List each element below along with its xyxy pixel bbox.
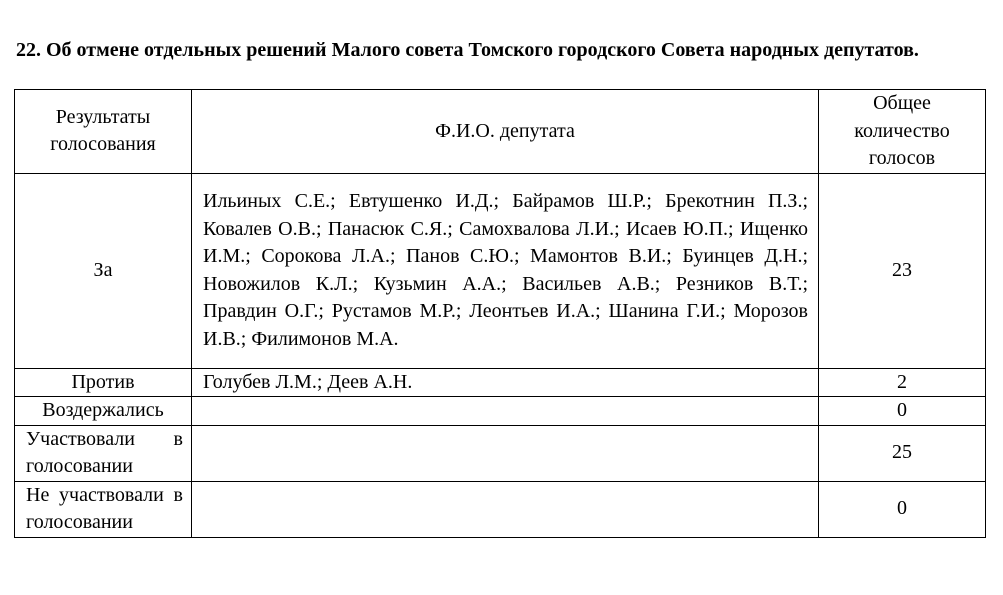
row-names-against: Голубев Л.М.; Деев А.Н. xyxy=(192,368,819,397)
row-count-for: 23 xyxy=(819,173,986,368)
table-row xyxy=(15,425,986,481)
voting-results-table xyxy=(14,89,986,538)
row-label-not-participated: Не участвовали в голосовании xyxy=(15,481,192,537)
row-label-against: Против xyxy=(15,368,192,397)
row-names-not-participated xyxy=(192,481,819,537)
row-label-participated: Участвовали в голосовании xyxy=(15,425,192,481)
row-label-for: За xyxy=(15,173,192,368)
row-count-abstained: 0 xyxy=(819,397,986,426)
resolution-title: Об отмене отдельных решений Малого совета Томского городского Совета народных депутатов. xyxy=(46,39,919,61)
resolution-number: 22. xyxy=(16,39,41,61)
table-row xyxy=(15,397,986,426)
row-names-participated xyxy=(192,425,819,481)
table-row xyxy=(15,481,986,537)
table-row xyxy=(15,368,986,397)
header-total: Общее количество голосов xyxy=(819,90,986,174)
row-names-for: Ильиных С.Е.; Евтушенко И.Д.; Байрамов Ш.Р.; Брекотнин П.З.; Ковалев О.В.; Панасюк С.Я.; Самохвалова Л.И.; Исаев Ю.П.; Ищенко И.М.; Сорокова Л.А.; Панов С.Ю.; Мамонтов В.И.; Буинцев Д.Н.; Новожилов К.Л.; Кузьмин А.А.; Васильев А.В.; Резников В.Т.; Правдин О.Г.; Рустамов М.Р.; Леонтьев И.А.; Шанина Г.И.; Морозов И.В.; Филимонов М.А. xyxy=(192,173,819,368)
row-names-abstained xyxy=(192,397,819,426)
row-label-abstained: Воздержались xyxy=(15,397,192,426)
table-header-row xyxy=(15,90,986,174)
header-name: Ф.И.О. депутата xyxy=(192,90,819,174)
header-result: Результаты голосования xyxy=(15,90,192,174)
row-count-not-participated: 0 xyxy=(819,481,986,537)
row-count-participated: 25 xyxy=(819,425,986,481)
table-row xyxy=(15,173,986,368)
resolution-heading xyxy=(16,37,972,63)
row-count-against: 2 xyxy=(819,368,986,397)
